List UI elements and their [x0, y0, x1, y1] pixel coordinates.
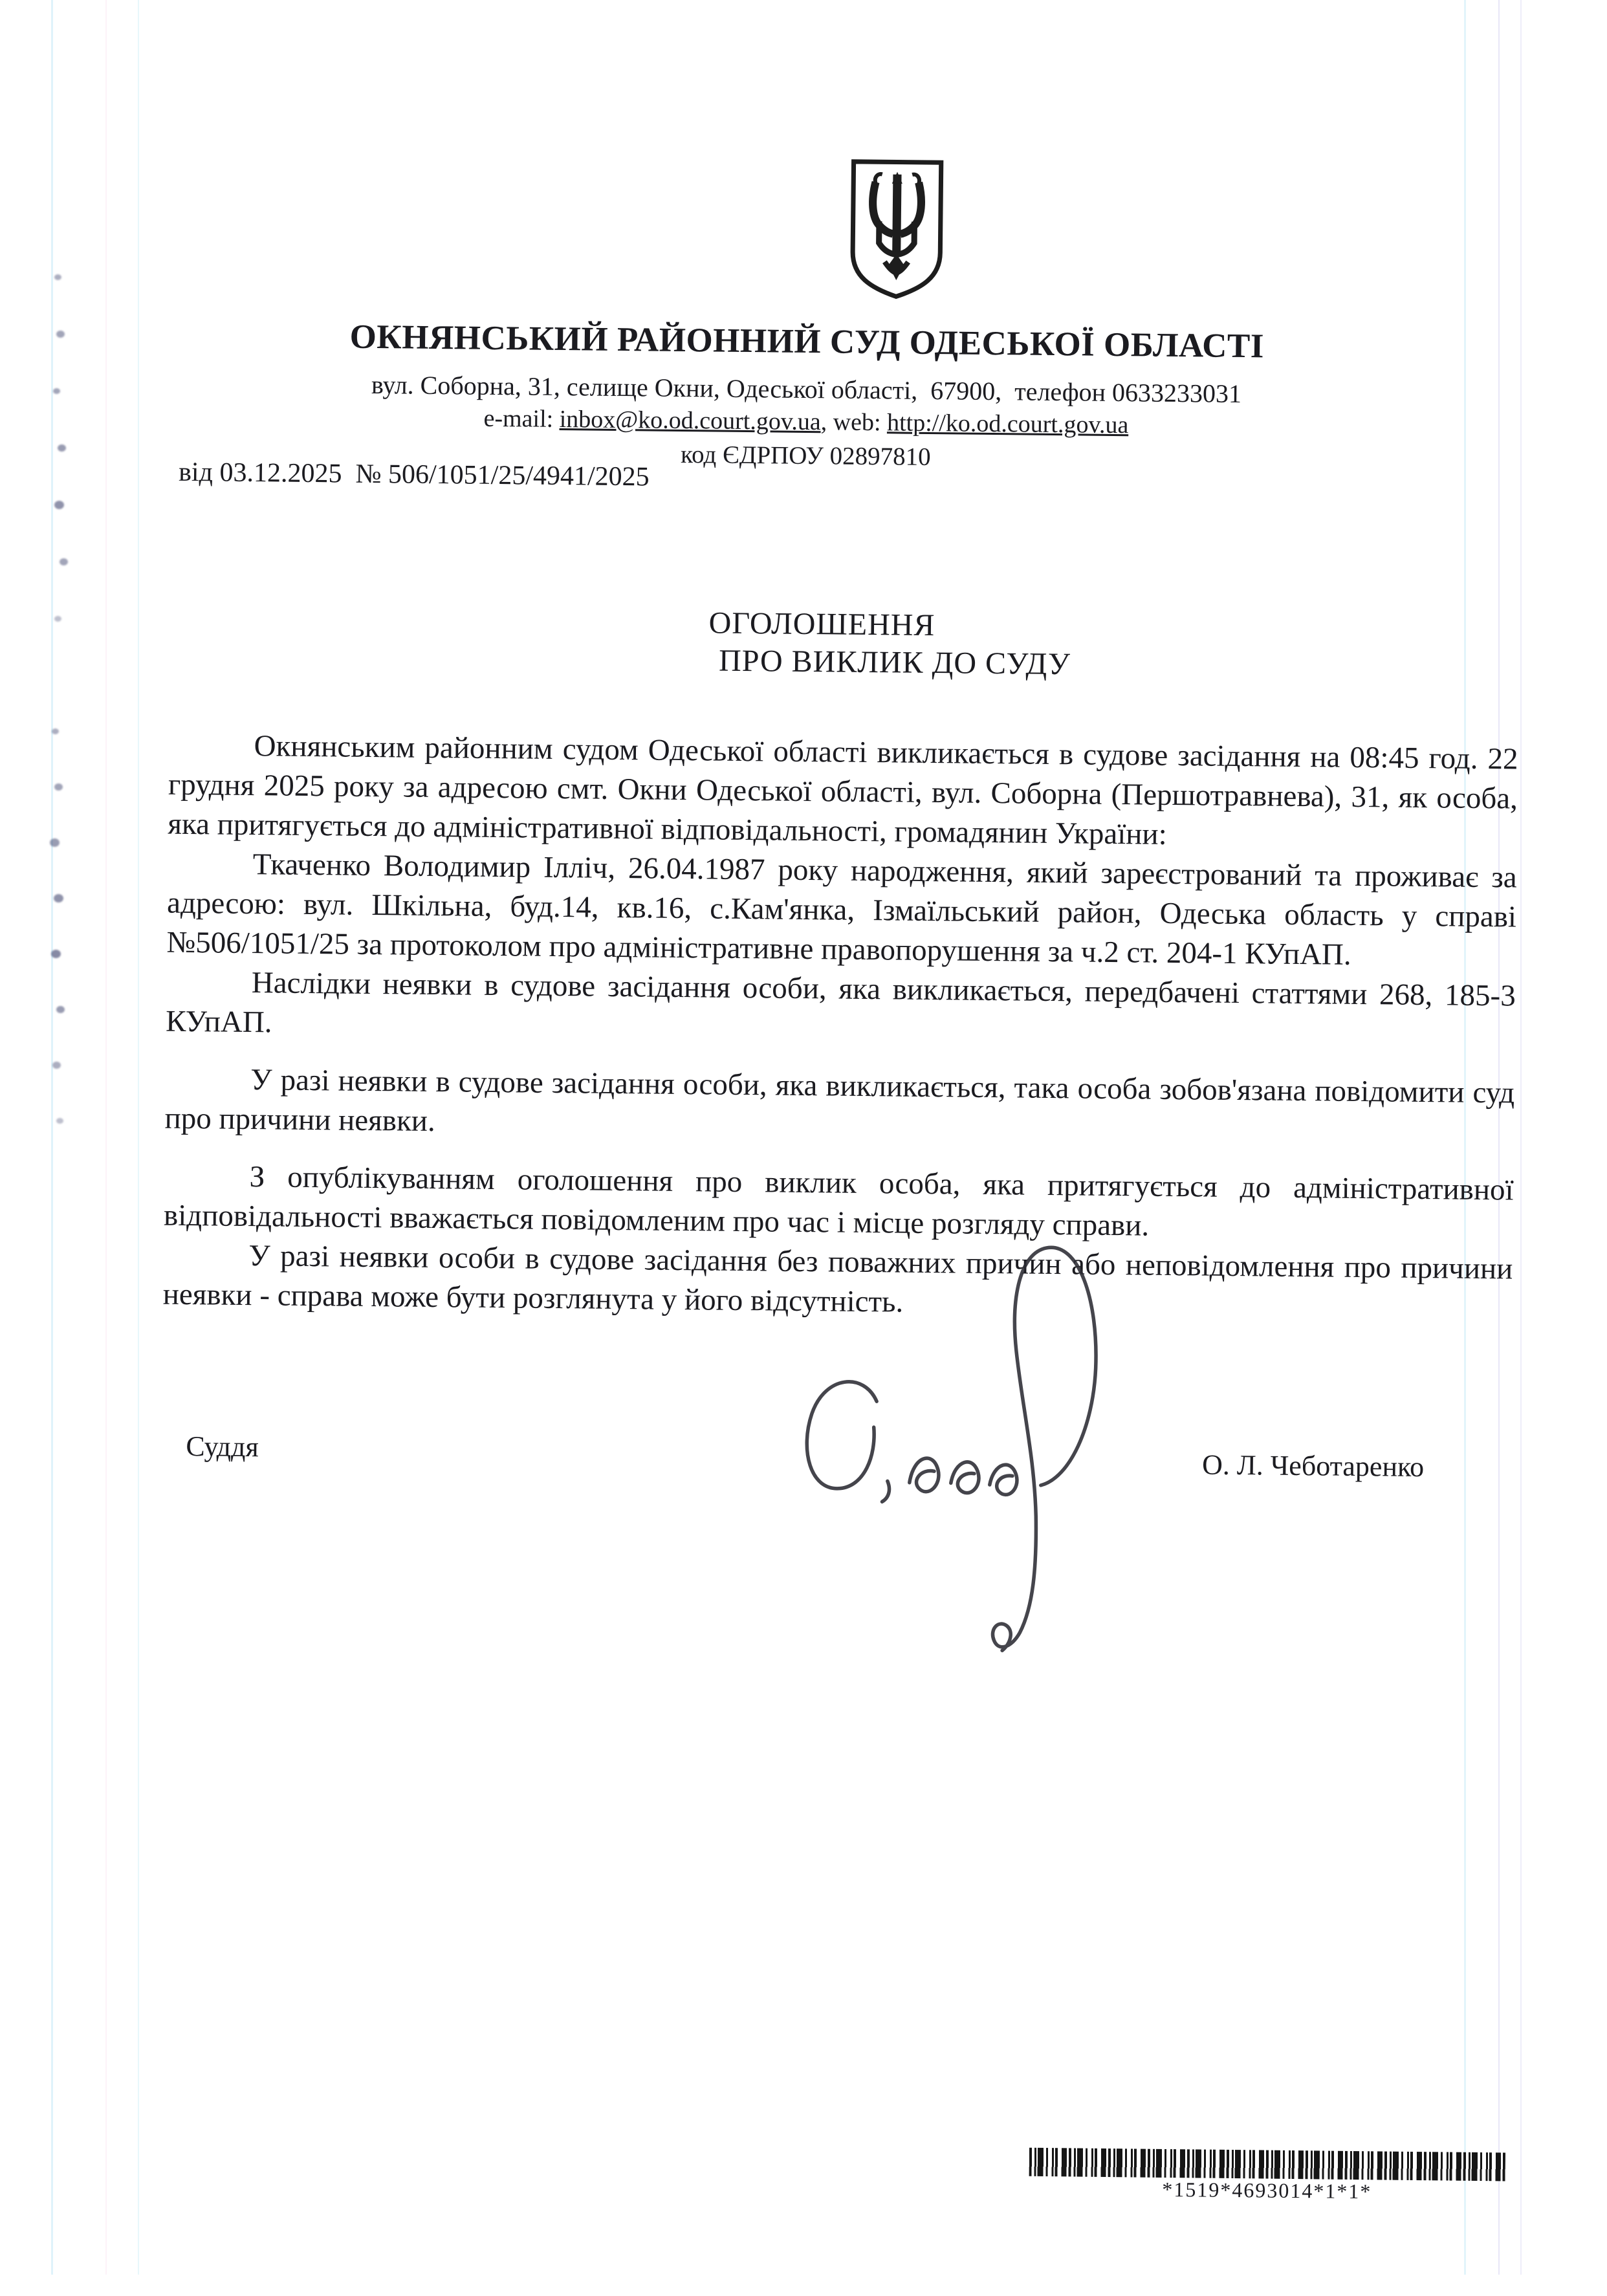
barcode [1029, 2148, 1505, 2181]
paragraph-obligation: У разі неявки в судове засідання особи, яка викликається, така особа зобов'язана повідомити суд про причини неявки. [164, 1063, 1515, 1139]
web-label: , web: [820, 408, 888, 437]
court-name-heading: ОКНЯНСЬКИЙ РАЙОННИЙ СУД ОДЕСЬКОЇ ОБЛАСТІ [349, 318, 1265, 366]
paragraph-publication: З опублікуванням оголошення про виклик особа, яка притягується до адміністративної відповідальності вважається повідомленим про час і місце розгляду справи. [163, 1160, 1514, 1243]
coat-of-arms-ukraine-trident-icon [844, 156, 950, 303]
court-address-line: вул. Соборна, 31, селище Окни, Одеської області, 67900, телефон 0633233031 [371, 369, 1242, 409]
reference-number-line: від 03.12.2025 № 506/1051/25/4941/2025 [178, 457, 650, 492]
paragraph-consequences: Наслідки неявки в судове засідання особи, яка викликається, передбачені статтями 268, 185-3 КУпАП. [165, 966, 1516, 1040]
edrpou-code-line: код ЄДРПОУ 02897810 [680, 440, 931, 472]
email-label: e-mail: [483, 404, 560, 433]
title-line-1: ОГОЛОШЕННЯ [708, 606, 935, 643]
title-line-2: ПРО ВИКЛИК ДО СУДУ [718, 643, 1071, 682]
paragraph-person: Ткаченко Володимир Ілліч, 26.04.1987 року народження, який зареєстрований та проживає за адресою: вул. Шкільна, буд.14, кв.16, с.Кам'янка, Ізмаїльський район, Одеська область у справі №506/1051/25 за протоколом про адміністративне правопорушення за ч.2 ст. 204-1 КУпАП. [166, 847, 1517, 972]
handwritten-signature [679, 1176, 1150, 1698]
document-title [708, 604, 1071, 683]
paragraph-summons: Окнянським районним судом Одеської області викликається в судове засідання на 08:45 год. 22 грудня 2025 року за адресою смт. Окни Одеської області, вул. Соборна (Першотравнева), 31, як особа, яка притягується до адміністративної відповідальності, громадянин України: [168, 729, 1518, 851]
judge-name: О. Л. Чеботаренко [1201, 1449, 1425, 1483]
email-address: inbox@ko.od.court.gov.ua [559, 405, 821, 436]
paragraph-absence: У разі неявки особи в судове засідання без поважних причин або неповідомлення про причини неявки - справа може бути розглянута у його відсутність. [162, 1239, 1513, 1319]
barcode-text: *1519*4693014*1*1* [1162, 2177, 1372, 2203]
judge-label: Суддя [186, 1430, 259, 1463]
web-address: http://ko.od.court.gov.ua [886, 409, 1129, 439]
